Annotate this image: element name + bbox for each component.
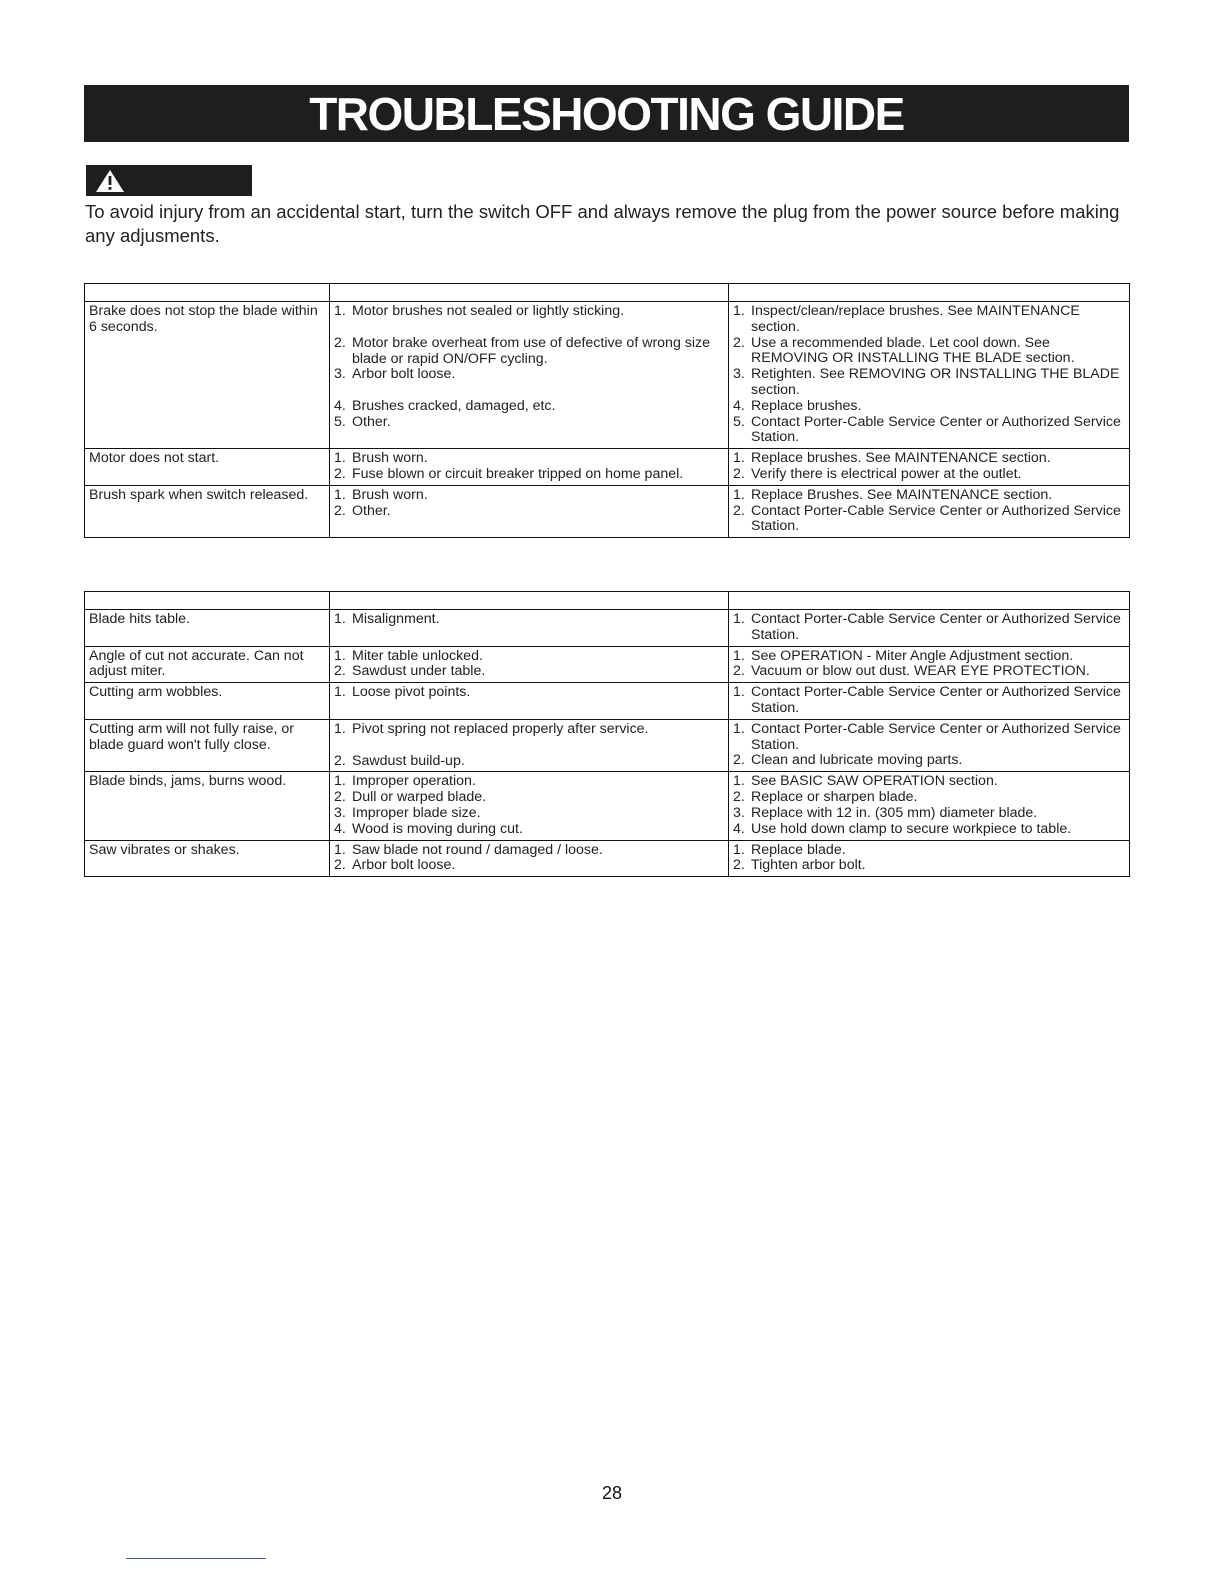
cause-text: Brush worn. <box>352 486 428 503</box>
solution-text: Replace or sharpen blade. <box>751 789 918 806</box>
cause-item <box>334 858 724 874</box>
solution-item <box>733 304 1125 336</box>
problem-cell: Brake does not stop the blade within 6 seconds. <box>85 302 330 449</box>
solution-number: 3. <box>733 804 745 821</box>
solution-list <box>733 722 1125 769</box>
problem-cell: Cutting arm will not fully raise, or blade guard won't fully close. <box>85 719 330 772</box>
cause-number: 2. <box>334 857 346 874</box>
cause-list <box>334 612 724 628</box>
solution-item <box>733 399 1125 415</box>
solution-list <box>733 488 1125 535</box>
cause-number: 1. <box>334 773 346 790</box>
solution-text: See BASIC SAW OPERATION section. <box>751 773 998 790</box>
cause-text: Other. <box>352 502 391 519</box>
cause-text: Motor brushes not sealed or lightly sticking. <box>352 303 625 319</box>
solution-text: Vacuum or blow out dust. WEAR EYE PROTECTION. <box>751 663 1090 680</box>
solution-number: 2. <box>733 789 745 806</box>
solution-item <box>733 367 1125 399</box>
solution-number: 1. <box>733 486 745 503</box>
cause-item <box>334 304 724 320</box>
solution-item <box>733 722 1125 754</box>
cause-item <box>334 806 724 822</box>
cause-text: Arbor bolt loose. <box>352 366 456 383</box>
table-row <box>85 719 1130 772</box>
solution-text: Contact Porter-Cable Service Center or Authorized Service Station. <box>751 611 1121 643</box>
cause-number: 5. <box>334 413 346 430</box>
solution-list <box>733 843 1125 875</box>
solution-text: Replace with 12 in. (305 mm) diameter blade. <box>751 804 1038 821</box>
solution-text: See OPERATION - Miter Angle Adjustment section. <box>751 647 1074 664</box>
cause-text: Brush worn. <box>352 450 428 467</box>
cause-list <box>334 722 724 770</box>
solution-text: Contact Porter-Cable Service Center or Authorized Service Station. <box>751 413 1121 446</box>
solution-list <box>733 774 1125 837</box>
cause-number: 1. <box>334 684 346 701</box>
cause-text: Improper blade size. <box>352 804 481 821</box>
solution-cell <box>729 485 1130 537</box>
solution-text: Retighten. See REMOVING OR INSTALLING THE BLADE section. <box>751 366 1120 398</box>
table-row <box>85 646 1130 683</box>
cause-text: Improper operation. <box>352 773 476 790</box>
solution-cell <box>729 302 1130 449</box>
solution-item <box>733 467 1125 483</box>
cause-cell <box>330 840 729 877</box>
solution-item <box>733 753 1125 769</box>
cause-cell <box>330 610 729 647</box>
solution-list <box>733 685 1125 717</box>
table-row <box>85 772 1130 840</box>
solution-number: 1. <box>733 450 745 467</box>
solution-number: 1. <box>733 773 745 790</box>
cause-text: Saw blade not round / damaged / loose. <box>352 841 603 858</box>
solution-list <box>733 649 1125 681</box>
cause-text: Sawdust build-up. <box>352 752 465 769</box>
solution-item <box>733 451 1125 467</box>
solution-number: 2. <box>733 334 745 351</box>
solution-item <box>733 336 1125 368</box>
cause-text: Brushes cracked, damaged, etc. <box>352 398 556 415</box>
cause-cell <box>330 772 729 840</box>
cause-item <box>334 822 724 838</box>
footer-rule <box>126 1558 266 1559</box>
solution-text: Replace Brushes. See MAINTENANCE section. <box>751 486 1053 503</box>
solution-item <box>733 858 1125 874</box>
cause-item <box>334 774 724 790</box>
solution-text: Inspect/clean/replace brushes. See MAINTENANCE section. <box>751 303 1080 335</box>
solution-number: 1. <box>733 720 745 737</box>
solution-text: Contact Porter-Cable Service Center or Authorized Service Station. <box>751 720 1121 753</box>
cause-cell <box>330 302 729 449</box>
cause-number: 2. <box>334 752 346 769</box>
cause-item <box>334 664 724 680</box>
cause-text: Pivot spring not replaced properly after service. <box>352 720 649 737</box>
cause-number: 1. <box>334 450 346 467</box>
warning-label-bar <box>86 165 252 196</box>
solution-item <box>733 774 1125 790</box>
solution-item <box>733 415 1125 447</box>
solution-text: Replace blade. <box>751 841 846 858</box>
cause-header-cell <box>330 592 729 610</box>
cause-number: 2. <box>334 465 346 482</box>
page-number: 28 <box>601 1483 623 1503</box>
table-row <box>85 683 1130 720</box>
cause-number: 3. <box>334 366 346 383</box>
problem-cell: Cutting arm wobbles. <box>85 683 330 720</box>
cause-number: 2. <box>334 663 346 680</box>
cause-text: Miter table unlocked. <box>352 647 483 664</box>
solution-cell <box>729 683 1130 720</box>
solution-number: 4. <box>733 397 745 414</box>
cause-item <box>334 722 724 738</box>
cause-list <box>334 685 724 701</box>
cause-number: 1. <box>334 611 346 627</box>
solution-text: Use a recommended blade. Let cool down. See REMOVING OR INSTALLING THE BLADE section. <box>751 334 1075 367</box>
cause-list <box>334 649 724 681</box>
cause-text: Motor brake overheat from use of defective of wrong size blade or rapid ON/OFF cycling. <box>352 334 711 367</box>
problem-cell: Saw vibrates or shakes. <box>85 840 330 877</box>
cause-text: Sawdust under table. <box>352 663 486 680</box>
cause-number: 1. <box>334 720 346 737</box>
cause-list <box>334 451 724 483</box>
solution-text: Contact Porter-Cable Service Center or Authorized Service Station. <box>751 684 1121 716</box>
cause-number: 1. <box>334 303 346 319</box>
motor-troubleshooting-table <box>84 283 1130 538</box>
solution-item <box>733 488 1125 504</box>
solution-cell <box>729 646 1130 683</box>
solution-item <box>733 685 1125 717</box>
cause-number: 2. <box>334 789 346 806</box>
solution-number: 1. <box>733 684 745 701</box>
cause-number: 1. <box>334 647 346 664</box>
cause-list <box>334 774 724 837</box>
solution-cell <box>729 772 1130 840</box>
solution-number: 2. <box>733 857 745 874</box>
cause-item <box>334 488 724 504</box>
solution-number: 3. <box>733 366 745 383</box>
solution-list <box>733 304 1125 446</box>
cause-cell <box>330 646 729 683</box>
problem-header-cell <box>85 592 330 610</box>
cause-item <box>334 336 724 368</box>
page-title: TROUBLESHOOTING GUIDE <box>309 87 904 140</box>
solution-number: 2. <box>733 502 745 519</box>
cause-cell <box>330 449 729 486</box>
operation-troubleshooting-table <box>84 591 1130 877</box>
solution-number: 1. <box>733 611 745 627</box>
cause-text: Dull or warped blade. <box>352 789 487 806</box>
cause-cell <box>330 719 729 772</box>
table-header-row <box>85 592 1130 610</box>
cause-list <box>334 488 724 520</box>
solution-number: 2. <box>733 663 745 680</box>
cause-item <box>334 754 724 770</box>
cause-item <box>334 843 724 859</box>
cause-number: 2. <box>334 334 346 351</box>
solution-text: Verify there is electrical power at the outlet. <box>751 465 1022 482</box>
cause-cell <box>330 683 729 720</box>
cause-item <box>334 467 724 483</box>
solution-number: 4. <box>733 820 745 837</box>
solution-text: Replace brushes. See MAINTENANCE section. <box>751 450 1051 467</box>
cause-number: 4. <box>334 398 346 415</box>
solution-cell <box>729 840 1130 877</box>
problem-cell: Angle of cut not accurate. Can not adjust miter. <box>85 646 330 683</box>
solution-number: 2. <box>733 752 745 769</box>
cause-item <box>334 415 724 431</box>
problem-cell: Blade hits table. <box>85 610 330 647</box>
problem-cell: Brush spark when switch released. <box>85 485 330 537</box>
cause-item <box>334 451 724 467</box>
cause-number: 1. <box>334 841 346 858</box>
warning-text: To avoid injury from an accidental start, turn the switch OFF and always remove the plug from the power source before making any adjusments. <box>85 201 1120 246</box>
cause-list <box>334 843 724 875</box>
table-header-row <box>85 284 1130 302</box>
solution-number: 1. <box>733 647 745 664</box>
cause-number: 2. <box>334 502 346 519</box>
cause-text: Loose pivot points. <box>352 684 471 701</box>
table-row <box>85 610 1130 647</box>
cause-item <box>334 649 724 665</box>
table-row <box>85 302 1130 449</box>
solution-list <box>733 612 1125 644</box>
solution-item <box>733 822 1125 838</box>
solution-text: Contact Porter-Cable Service Center or Authorized Service Station. <box>751 502 1121 535</box>
cause-text: Arbor bolt loose. <box>352 857 456 874</box>
cause-item <box>334 367 724 383</box>
cause-text: Wood is moving during cut. <box>352 820 523 837</box>
solution-item <box>733 790 1125 806</box>
cause-item <box>334 612 724 628</box>
cause-number: 3. <box>334 804 346 821</box>
table-row <box>85 840 1130 877</box>
solution-number: 1. <box>733 841 745 858</box>
solution-cell <box>729 610 1130 647</box>
solution-item <box>733 649 1125 665</box>
warning-triangle-icon <box>95 169 125 193</box>
solution-list <box>733 451 1125 483</box>
solution-item <box>733 843 1125 859</box>
table-row <box>85 449 1130 486</box>
problem-header-cell <box>85 284 330 302</box>
solution-number: 2. <box>733 465 745 482</box>
cause-item <box>334 399 724 415</box>
solution-item <box>733 806 1125 822</box>
title-banner <box>84 85 1129 142</box>
solution-text: Replace brushes. <box>751 397 862 414</box>
solution-header-cell <box>729 592 1130 610</box>
cause-item <box>334 685 724 701</box>
solution-item <box>733 664 1125 680</box>
cause-number: 1. <box>334 486 346 503</box>
solution-text: Use hold down clamp to secure workpiece to table. <box>751 820 1072 837</box>
solution-cell <box>729 449 1130 486</box>
cause-list <box>334 304 724 431</box>
problem-cell: Blade binds, jams, burns wood. <box>85 772 330 840</box>
cause-cell <box>330 485 729 537</box>
solution-cell <box>729 719 1130 772</box>
solution-number: 5. <box>733 413 745 430</box>
table-row <box>85 485 1130 537</box>
solution-item <box>733 504 1125 536</box>
solution-number: 1. <box>733 303 745 319</box>
solution-text: Tighten arbor bolt. <box>751 857 866 874</box>
cause-item <box>334 504 724 520</box>
cause-text: Other. <box>352 413 391 430</box>
solution-item <box>733 612 1125 644</box>
cause-number: 4. <box>334 820 346 837</box>
cause-item <box>334 790 724 806</box>
cause-text: Fuse blown or circuit breaker tripped on home panel. <box>352 465 684 482</box>
solution-text: Clean and lubricate moving parts. <box>751 752 963 769</box>
cause-text: Misalignment. <box>352 611 440 627</box>
problem-cell: Motor does not start. <box>85 449 330 486</box>
solution-header-cell <box>729 284 1130 302</box>
cause-header-cell <box>330 284 729 302</box>
